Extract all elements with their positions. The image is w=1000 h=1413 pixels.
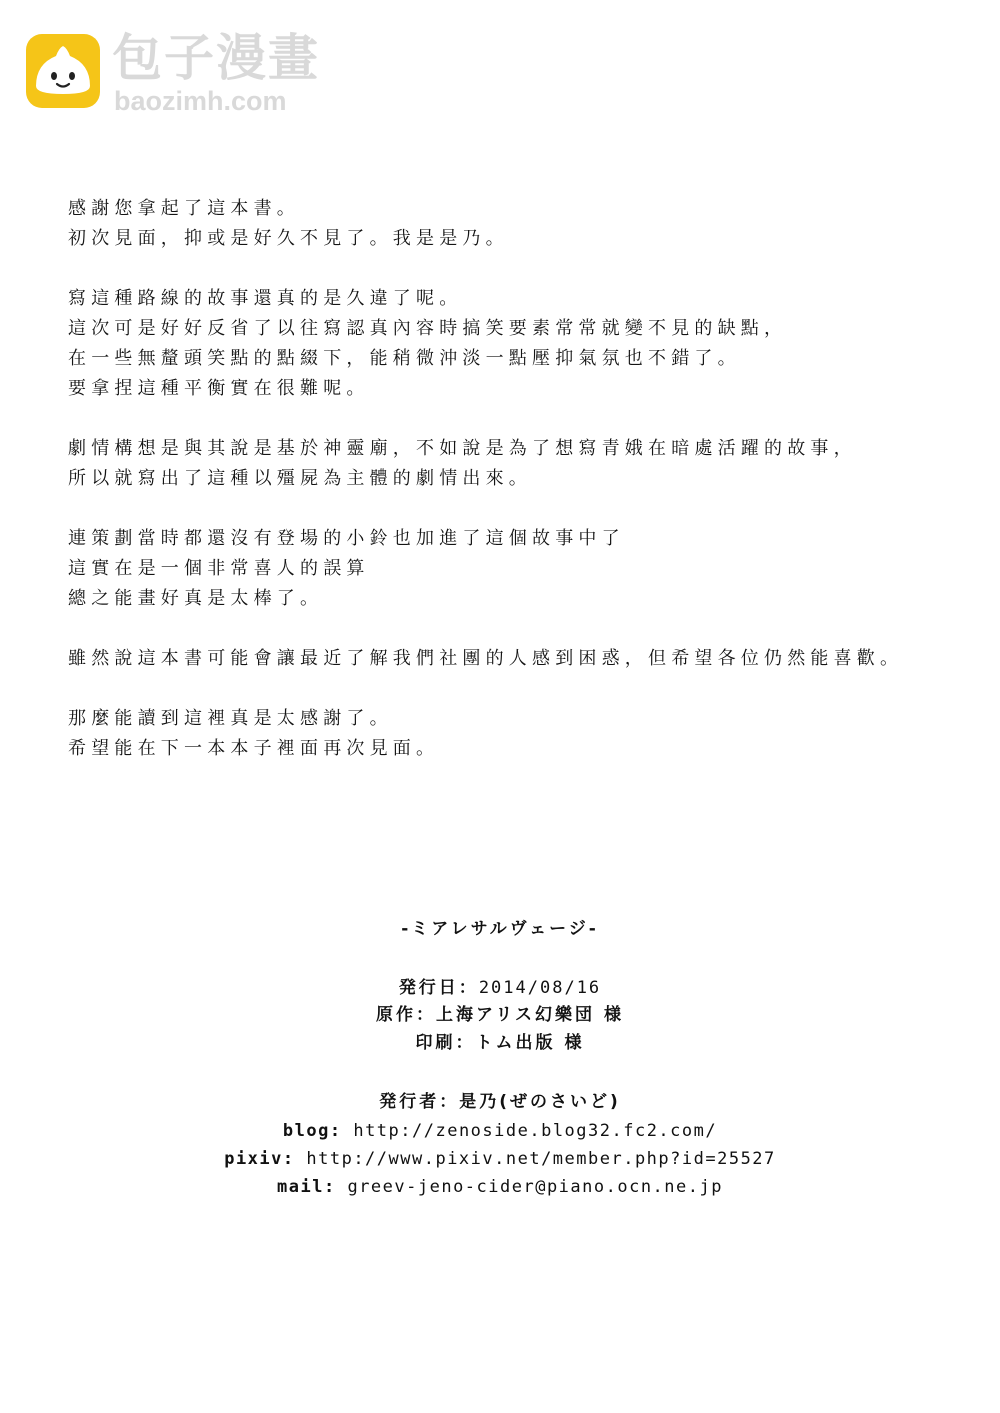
afterword-paragraph	[68, 284, 948, 404]
pixiv-label: pixiv:	[224, 1149, 295, 1169]
printer: トム出版 様	[475, 1033, 585, 1053]
colophon-title: -ミアレサルヴェージ-	[401, 919, 599, 939]
mail-label: mail:	[277, 1177, 336, 1197]
issue-date: 2014/08/16	[478, 978, 602, 998]
mail-row	[0, 1175, 1000, 1199]
afterword-line: 希望能在下一本本子裡面再次見面。	[68, 738, 440, 759]
afterword-line: 這實在是一個非常喜人的誤算	[68, 558, 370, 579]
afterword-paragraph	[68, 434, 948, 494]
pixiv-row	[0, 1147, 1000, 1171]
printer-label: 印刷：	[415, 1033, 476, 1053]
blog-url[interactable]: http://zenoside.blog32.fc2.com/	[353, 1121, 718, 1141]
afterword-line: 雖然說這本書可能會讓最近了解我們社團的人感到困惑，但希望各位仍然能喜歡。	[68, 648, 904, 669]
pixiv-url[interactable]: http://www.pixiv.net/member.php?id=25527	[306, 1149, 776, 1169]
mail-address[interactable]: greev-jeno-cider@piano.ocn.ne.jp	[347, 1177, 723, 1197]
issue-date-label: 発行日：	[398, 978, 479, 998]
afterword-paragraph	[68, 194, 948, 254]
afterword-line: 在一些無釐頭笑點的點綴下，能稍微沖淡一點壓抑氣氛也不錯了。	[68, 348, 741, 369]
watermark-site-url: baozimh.com	[114, 86, 287, 116]
afterword-line: 初次見面，抑或是好久不見了。我是是乃。	[68, 228, 509, 249]
afterword-line: 劇情構想是與其說是基於神靈廟，不如說是為了想寫青娥在暗處活躍的故事，	[68, 438, 857, 459]
afterword-line: 連策劃當時都還沒有登場的小鈴也加進了這個故事中了	[68, 528, 625, 549]
blog-row	[0, 1119, 1000, 1143]
afterword-line: 所以就寫出了這種以殭屍為主體的劇情出來。	[68, 468, 532, 489]
afterword-paragraph	[68, 704, 948, 764]
afterword	[68, 194, 948, 794]
afterword-line: 感謝您拿起了這本書。	[68, 198, 300, 219]
printer-row	[0, 1031, 1000, 1055]
publisher-label: 発行者：	[379, 1092, 460, 1112]
bun-mascot-icon	[26, 34, 100, 108]
afterword-line: 總之能畫好真是太棒了。	[68, 588, 324, 609]
original-row	[0, 1003, 1000, 1027]
original-work: 上海アリス幻樂団 様	[436, 1005, 624, 1025]
publisher-row	[0, 1090, 1000, 1114]
afterword-line: 那麼能讀到這裡真是太感謝了。	[68, 708, 393, 729]
afterword-paragraph	[68, 644, 948, 674]
afterword-paragraph	[68, 524, 948, 614]
afterword-line: 這次可是好好反省了以往寫認真內容時搞笑要素常常就變不見的缺點，	[68, 318, 788, 339]
colophon-title-row	[0, 917, 1000, 941]
original-label: 原作：	[376, 1005, 437, 1025]
publisher: 是乃(ぜのさいど)	[459, 1092, 621, 1112]
watermark-site-name: 包子漫畫	[112, 29, 320, 87]
afterword-line: 寫這種路線的故事還真的是久違了呢。	[68, 288, 463, 309]
issue-date-row	[0, 976, 1000, 1000]
blog-label: blog:	[282, 1121, 342, 1141]
afterword-line: 要拿捏這種平衡實在很難呢。	[68, 378, 370, 399]
